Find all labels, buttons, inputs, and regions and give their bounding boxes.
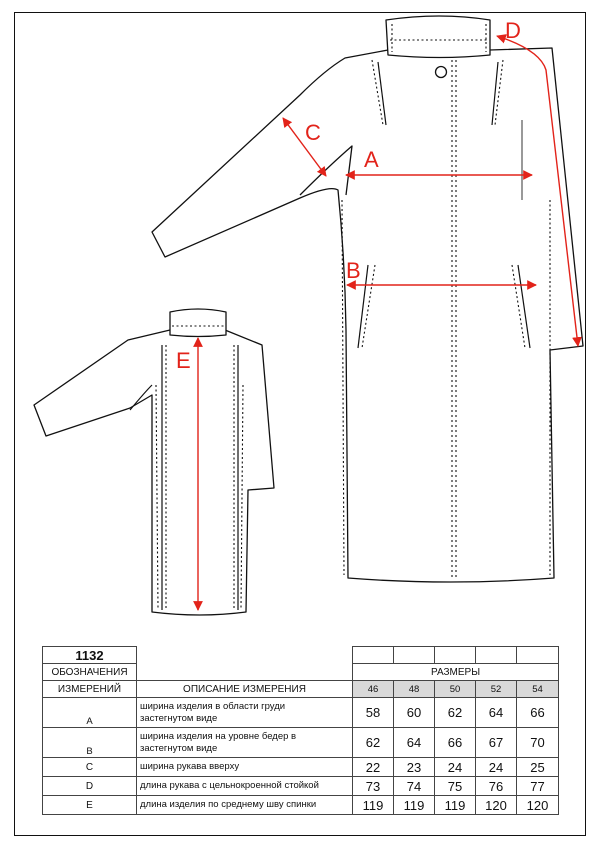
- row-desc: длина изделия по среднему шву спинки: [137, 796, 353, 815]
- row-value: 66: [435, 728, 476, 758]
- row-value: 24: [476, 758, 517, 777]
- row-code: E: [43, 796, 137, 815]
- row-value: 70: [517, 728, 559, 758]
- row-value: 120: [517, 796, 559, 815]
- table-subheader-row: [43, 681, 559, 698]
- row-value: 23: [394, 758, 435, 777]
- header-code-1: ОБОЗНАЧЕНИЯ: [43, 664, 137, 681]
- back-collar: [170, 309, 226, 337]
- row-value: 119: [353, 796, 394, 815]
- label-e: E: [176, 348, 191, 373]
- front-button: [436, 67, 447, 78]
- size-header: 54: [517, 681, 559, 698]
- row-value: 119: [394, 796, 435, 815]
- row-desc: длина рукава с цельнокроенной стойкой: [137, 777, 353, 796]
- row-value: 62: [435, 698, 476, 728]
- size-table: [42, 646, 559, 815]
- row-value: 77: [517, 777, 559, 796]
- label-d: D: [505, 18, 521, 43]
- row-value: 76: [476, 777, 517, 796]
- row-desc: ширина изделия в области груди застегнутом виде: [137, 698, 353, 728]
- row-value: 66: [517, 698, 559, 728]
- header-desc: ОПИСАНИЕ ИЗМЕРЕНИЯ: [137, 681, 353, 698]
- model-number: 1132: [43, 647, 137, 664]
- row-code: D: [43, 777, 137, 796]
- size-header: 46: [353, 681, 394, 698]
- row-value: 58: [353, 698, 394, 728]
- row-value: 22: [353, 758, 394, 777]
- row-code: B: [43, 728, 137, 758]
- size-header: 50: [435, 681, 476, 698]
- table-row: [43, 796, 559, 815]
- row-code: C: [43, 758, 137, 777]
- row-value: 24: [435, 758, 476, 777]
- header-code-2: ИЗМЕРЕНИЙ: [43, 681, 137, 698]
- row-value: 62: [353, 728, 394, 758]
- label-a: A: [364, 147, 379, 172]
- row-value: 73: [353, 777, 394, 796]
- row-value: 67: [476, 728, 517, 758]
- row-value: 120: [476, 796, 517, 815]
- row-value: 75: [435, 777, 476, 796]
- row-value: 74: [394, 777, 435, 796]
- table-row: [43, 698, 559, 728]
- label-b: B: [346, 258, 361, 283]
- row-value: 119: [435, 796, 476, 815]
- table-title-row: [43, 647, 559, 664]
- row-value: 60: [394, 698, 435, 728]
- table-row: [43, 758, 559, 777]
- front-collar: [386, 16, 490, 58]
- table-row: [43, 777, 559, 796]
- row-value: 64: [394, 728, 435, 758]
- label-c: C: [305, 120, 321, 145]
- table-header-row: [43, 664, 559, 681]
- row-code: A: [43, 698, 137, 728]
- row-desc: ширина рукава вверху: [137, 758, 353, 777]
- header-sizes: РАЗМЕРЫ: [353, 664, 559, 681]
- table-row: [43, 728, 559, 758]
- size-header: 48: [394, 681, 435, 698]
- row-value: 64: [476, 698, 517, 728]
- row-desc: ширина изделия на уровне бедер в застегнутом виде: [137, 728, 353, 758]
- row-value: 25: [517, 758, 559, 777]
- size-header: 52: [476, 681, 517, 698]
